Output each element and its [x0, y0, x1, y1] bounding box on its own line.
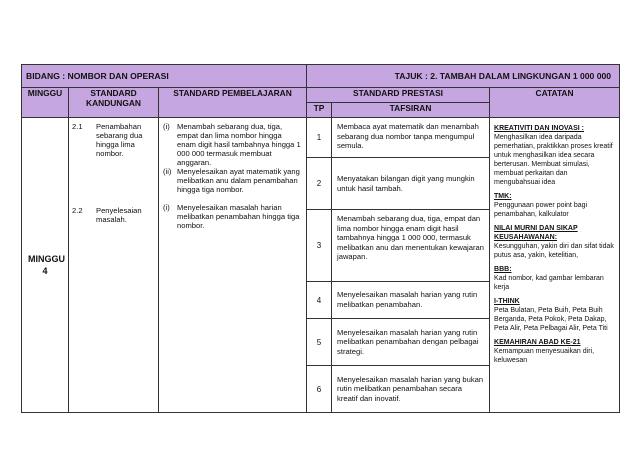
col-minggu: MINGGU	[22, 88, 69, 118]
tp-3: 3	[307, 210, 332, 282]
note-body: Kad nombor, kad gambar lembaran kerja	[494, 275, 604, 291]
sp-text: Menyelesaikan ayat matematik yang melibatkan anu dalam penambahan hingga tiga nombor.	[177, 167, 300, 194]
sk-text: Penyelesaian masalah.	[96, 206, 142, 224]
tp-6: 6	[307, 366, 332, 413]
tafsiran-3: Menambah sebarang dua, tiga, empat dan lima nombor hingga enam digit hasil tambahnya hingga 1 000 000, termasuk melibatkan anu dan menentukan kewajaran jawapan.	[332, 210, 490, 282]
tafsiran-2: Menyatakan bilangan digit yang mungkin untuk hasil tambah.	[332, 158, 490, 210]
catatan-cell	[490, 118, 620, 413]
note-heading: KREATIVITI DAN INOVASI :	[494, 125, 584, 132]
tafsiran-4: Menyelesaikan masalah harian yang rutin melibatkan penambahan.	[332, 282, 490, 319]
tp-5: 5	[307, 319, 332, 366]
col-tp: TP	[307, 103, 332, 118]
week-cell	[22, 118, 69, 413]
bidang-cell: BIDANG : NOMBOR DAN OPERASI	[22, 65, 307, 88]
col-catatan: CATATAN	[490, 88, 620, 118]
tafsiran-5: Menyelesaikan masalah harian yang rutin melibatkan penambahan dengan pelbagai strategi.	[332, 319, 490, 366]
note-body: Penggunaan power point bagi penambahan, kalkulator	[494, 202, 588, 218]
sp-text: Menyelesaikan masalah harian melibatkan penambahan hingga tiga nombor.	[177, 203, 300, 230]
sk-num: 2.1	[72, 122, 83, 131]
col-standard-prestasi: STANDARD PRESTASI	[307, 88, 490, 103]
note-heading: I-THINK	[494, 298, 520, 305]
sk-num: 2.2	[72, 206, 83, 215]
sp-item-3	[159, 203, 306, 230]
sk-text: Penambahan sebarang dua hingga lima nombor.	[96, 122, 143, 158]
sp-num: (ii)	[163, 167, 172, 176]
col-standard-kandungan: STANDARD KANDUNGAN	[69, 88, 159, 118]
col-standard-pembelajaran: STANDARD PEMBELAJARAN	[159, 88, 307, 118]
standard-pembelajaran-cell	[159, 118, 307, 413]
tafsiran-6: Menyelesaikan masalah harian yang bukan rutin melibatkan penambahan secara kreatif dan inovatif.	[332, 366, 490, 413]
note-heading: KEMAHIRAN ABAD KE-21	[494, 339, 581, 346]
sk-item-2	[69, 202, 158, 224]
tp-1: 1	[307, 118, 332, 158]
note-body: Kemampuan menyesuaikan diri, keluwesan	[494, 348, 595, 364]
sp-num: (i)	[163, 203, 170, 212]
note-body: Menghasilkan idea daripada pemerhatian, praktikkan proses kreatif untuk menghasilkan idea secara berterusan. Membuat simulasi, membuat perkaitan dan mengubahsuai idea	[494, 134, 613, 186]
note-heading: BBB:	[494, 266, 512, 273]
note-heading: NILAI MURNI DAN SIKAP KEUSAHAWANAN:	[494, 225, 578, 241]
tajuk-cell: TAJUK : 2. TAMBAH DALAM LINGKUNGAN 1 000 000	[307, 65, 620, 88]
tp-2: 2	[307, 158, 332, 210]
week-label: MINGGU 4	[28, 254, 65, 276]
note-body: Peta Bulatan, Peta Buih, Peta Buih Berganda, Peta Pokok, Peta Dakap, Peta Alir, Peta Pelbagai Alir, Peta Titi	[494, 307, 608, 332]
note-heading: TMK:	[494, 193, 512, 200]
sp-num: (i)	[163, 122, 170, 131]
sp-item-2	[159, 167, 306, 201]
col-tafsiran: TAFSIRAN	[332, 103, 490, 118]
rpt-table	[21, 64, 620, 413]
sp-text: Menambah sebarang dua, tiga, empat dan lima nombor hingga enam digit hasil tambahnya hingga 1 000 000 termasuk membuat anggaran.	[177, 122, 301, 167]
tafsiran-1: Membaca ayat matematik dan menambah sebarang dua nombor tanpa mengumpul semula.	[332, 118, 490, 158]
sk-item-1	[69, 118, 158, 202]
note-body: Kesungguhan, yakin diri dan sifat tidak putus asa, yakin, ketelitian,	[494, 243, 614, 259]
standard-kandungan-cell	[69, 118, 159, 413]
tp-4: 4	[307, 282, 332, 319]
sp-item-1	[159, 122, 306, 167]
